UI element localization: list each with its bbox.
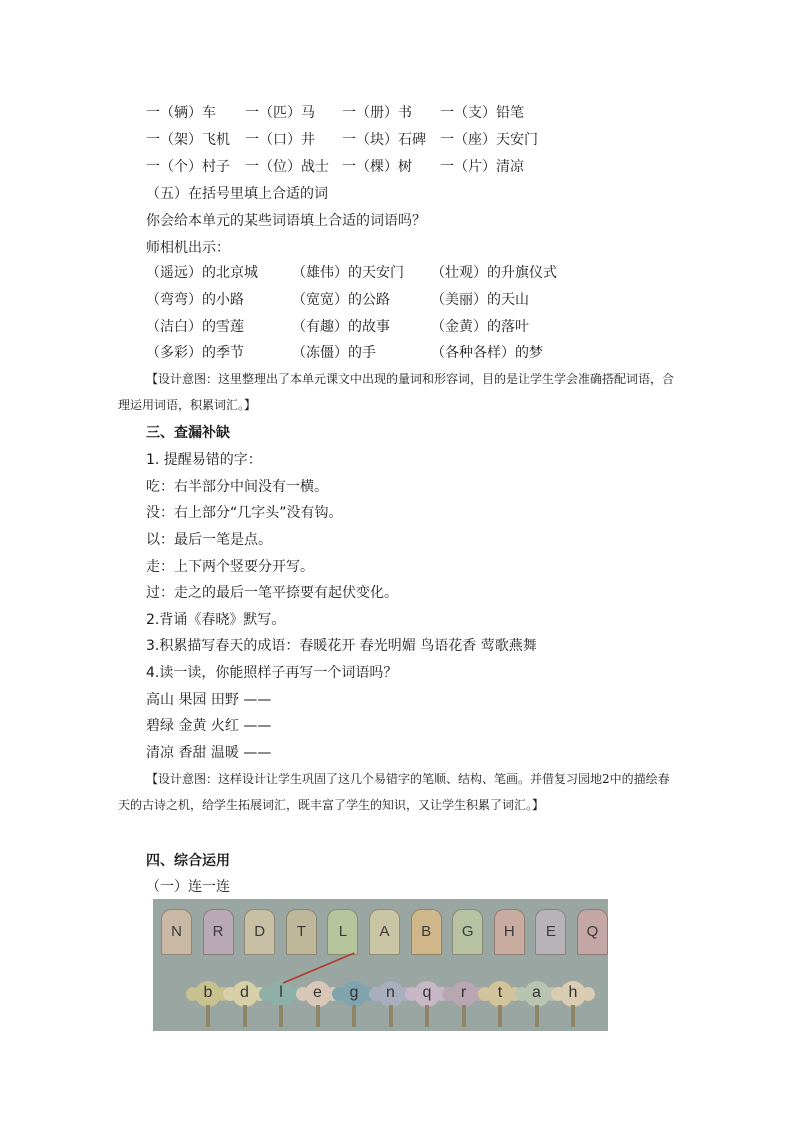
match-line (283, 953, 354, 983)
adjective-phrase: （弯弯）的小路 (146, 292, 244, 308)
adjective-phrase: （多彩）的季节 (146, 345, 244, 361)
adjective-phrase: （各种各样）的梦 (431, 345, 543, 361)
list-item: 4.读一读，你能照样子再写一个词语吗？ (146, 665, 398, 681)
measure-word: 一（架）飞机 (146, 132, 230, 148)
word-row: 碧绿 金黄 火红 —— (146, 718, 272, 734)
measure-word: 一（座）天安门 (440, 132, 538, 148)
adjective-phrase: （金黄）的落叶 (431, 319, 529, 335)
door-letter-Q[interactable]: Q (577, 909, 608, 955)
char-tip: 没：右上部分“几字头”没有钩。 (146, 505, 343, 521)
list-item: 2.背诵《春晓》默写。 (146, 612, 286, 628)
door-letter-R[interactable]: R (203, 909, 234, 955)
section-title: 三、查漏补缺 (146, 425, 230, 441)
key-letter-h[interactable]: h (560, 981, 586, 1007)
door-letter-T[interactable]: T (286, 909, 317, 955)
letter-matching-figure (153, 899, 608, 1031)
char-tip: 过：走之的最后一笔平捺要有起伏变化。 (146, 585, 398, 601)
char-tip: 吃：右半部分中间没有一横。 (146, 479, 328, 495)
key-letter-n[interactable]: n (378, 981, 404, 1007)
measure-word: 一（块）石碑 (342, 132, 426, 148)
door-letter-H[interactable]: H (494, 909, 525, 955)
key-letter-a[interactable]: a (524, 981, 550, 1007)
door-letter-B[interactable]: B (411, 909, 442, 955)
design-intent-note: 【设计意图：这样设计让学生巩固了这几个易错字的笔顺、结构、笔画。并借复习园地2中的描绘春天的古诗之机，给学生拓展词汇，既丰富了学生的知识，又让学生积累了词汇。】 (118, 772, 670, 812)
adjective-phrase: （遥远）的北京城 (146, 265, 258, 281)
key-letter-t[interactable]: t (487, 981, 513, 1007)
door-letter-L[interactable]: L (327, 909, 358, 955)
list-item: 1. 提醒易错的字： (146, 452, 262, 468)
connection-overlay (153, 899, 608, 1031)
word-row: 清凉 香甜 温暖 —— (146, 745, 272, 761)
word-row: 高山 果园 田野 —— (146, 692, 272, 708)
adjective-phrase: （美丽）的天山 (431, 292, 529, 308)
key-letter-b[interactable]: b (195, 981, 221, 1007)
key-letter-e[interactable]: e (305, 981, 331, 1007)
door-letter-N[interactable]: N (161, 909, 192, 955)
key-letter-q[interactable]: q (414, 981, 440, 1007)
measure-word: 一（片）清凉 (440, 159, 524, 175)
key-letter-l[interactable]: l (268, 981, 294, 1007)
part5-question: 你会给本单元的某些词语填上合适的词语吗？ (146, 213, 426, 229)
measure-word: 一（支）铅笔 (440, 105, 524, 121)
door-letter-A[interactable]: A (369, 909, 400, 955)
measure-word: 一（册）书 (342, 105, 412, 121)
measure-word: 一（棵）树 (342, 159, 412, 175)
adjective-phrase: （冻僵）的手 (292, 345, 376, 361)
door-letter-E[interactable]: E (535, 909, 566, 955)
part5-heading: （五）在括号里填上合适的词 (146, 186, 328, 202)
key-letter-g[interactable]: g (341, 981, 367, 1007)
measure-word: 一（位）战士 (245, 159, 329, 175)
door-letter-D[interactable]: D (244, 909, 275, 955)
subsection-title: （一）连一连 (146, 879, 230, 895)
key-letter-d[interactable]: d (232, 981, 258, 1007)
char-tip: 以：最后一笔是点。 (146, 532, 272, 548)
adjective-phrase: （洁白）的雪莲 (146, 319, 244, 335)
measure-word: 一（辆）车 (146, 105, 216, 121)
adjective-phrase: （壮观）的升旗仪式 (431, 265, 557, 281)
design-intent-note: 【设计意图：这里整理出了本单元课文中出现的量词和形容词，目的是让学生学会准确搭配词语，合理运用词语，积累词汇。】 (118, 372, 675, 412)
adjective-phrase: （有趣）的故事 (292, 319, 390, 335)
list-item: 3.积累描写春天的成语：春暖花开 春光明媚 鸟语花香 莺歌燕舞 (146, 638, 537, 654)
measure-word: 一（口）井 (245, 132, 315, 148)
char-tip: 走：上下两个竖要分开写。 (146, 559, 314, 575)
adjective-phrase: （宽宽）的公路 (292, 292, 390, 308)
key-letter-r[interactable]: r (451, 981, 477, 1007)
door-letter-G[interactable]: G (452, 909, 483, 955)
measure-word: 一（匹）马 (245, 105, 315, 121)
adjective-phrase: （雄伟）的天安门 (292, 265, 404, 281)
part5-prompt: 师相机出示： (146, 240, 230, 256)
section-title: 四、综合运用 (146, 853, 230, 869)
measure-word: 一（个）村子 (146, 159, 230, 175)
